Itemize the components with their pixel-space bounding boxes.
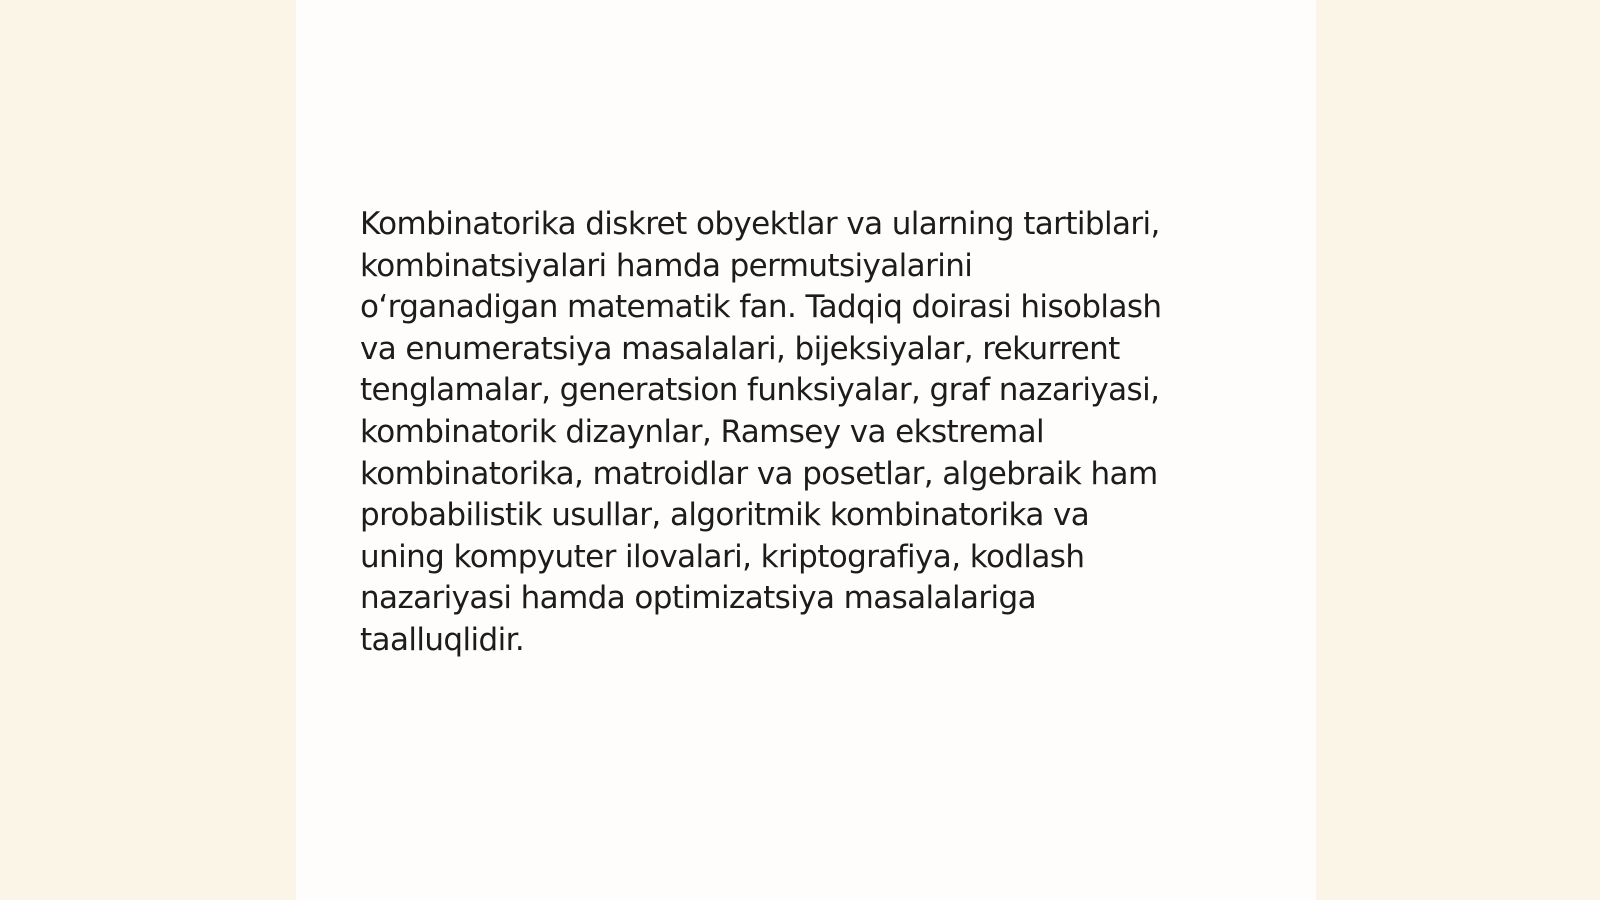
paragraph-line: kombinatsiyalari hamda permutsiyalarini xyxy=(360,247,973,284)
document-page xyxy=(296,0,1316,900)
body-paragraph xyxy=(360,204,1260,662)
paragraph-line: kombinatorika, matroidlar va posetlar, algebraik ham xyxy=(360,455,1158,492)
paragraph-line: uning kompyuter ilovalari, kriptografiya, kodlash xyxy=(360,538,1085,575)
paragraph-line: tenglamalar, generatsion funksiyalar, graf nazariyasi, xyxy=(360,372,1160,409)
paragraph-line: taalluqlidir. xyxy=(360,621,525,658)
paragraph-line: probabilistik usullar, algoritmik kombinatorika va xyxy=(360,497,1090,534)
paragraph-line: Kombinatorika diskret obyektlar va ularning tartiblari, xyxy=(360,206,1160,242)
paragraph-line: nazariyasi hamda optimizatsiya masalalariga xyxy=(360,580,1036,617)
paragraph-line: kombinatorik dizaynlar, Ramsey va ekstremal xyxy=(360,413,1044,450)
left-background-margin xyxy=(0,0,296,900)
paragraph-line: va enumeratsiya masalalari, bijeksiyalar, rekurrent xyxy=(360,330,1120,367)
paragraph-line: o‘rganadigan matematik fan. Tadqiq doirasi hisoblash xyxy=(360,289,1162,326)
right-background-margin xyxy=(1316,0,1600,900)
